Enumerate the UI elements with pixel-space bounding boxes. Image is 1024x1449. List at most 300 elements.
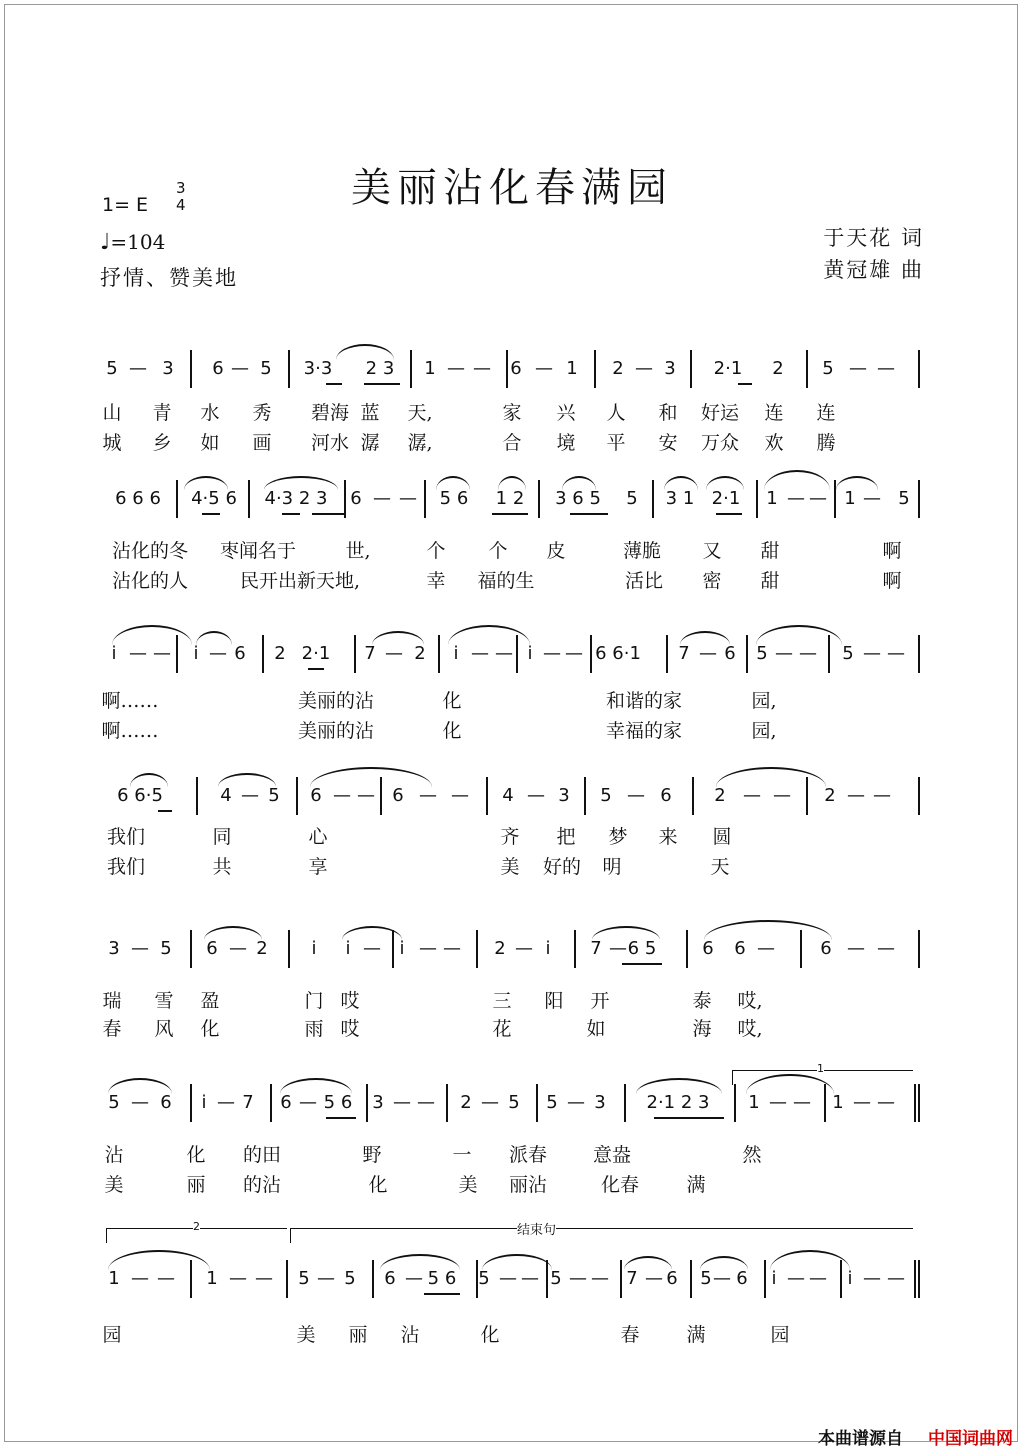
lyric-syllable: 海 [692,1018,712,1040]
barline [288,350,290,388]
eighth-note-underline [282,513,300,515]
note: 4·3 2 3 [264,488,328,509]
barline [286,1260,288,1298]
note: 2 [256,938,268,959]
note: 6 6·1 [595,643,641,664]
note: — [609,938,627,959]
barline [914,1084,916,1122]
lyric-syllable: 我们 [106,856,146,878]
lyric-syllable: 兴 [556,402,576,424]
lyric-syllable: 美 [104,1174,124,1196]
note: — [863,643,881,664]
eighth-note-underline [312,513,344,515]
lyric-syllable: 丽沾 [508,1174,548,1196]
note: 6 [820,938,832,959]
note: — [645,1268,663,1289]
lyric-syllable: 圆 [712,826,732,848]
note: — [357,785,375,806]
lyric-syllable: 天 [710,856,730,878]
note: 7 [590,938,602,959]
note: 2·1 [713,358,743,379]
lyric-syllable: 美 [458,1174,478,1196]
barline [538,480,540,518]
note: 6 [510,358,522,379]
barline [746,635,748,673]
note: — [743,785,761,806]
note: 5 [898,488,910,509]
lyric-syllable: 春 [102,1018,122,1040]
note: i [771,1268,777,1289]
eighth-note-underline [738,383,752,385]
note: — [229,1268,247,1289]
note: — [809,1268,827,1289]
lyric-syllable: 秀 [252,402,272,424]
note: 1 [108,1268,120,1289]
note: 5 6 [427,1268,457,1289]
barline [652,480,654,518]
barline [296,777,298,815]
time-signature [176,180,186,214]
note: — [773,785,791,806]
lyric-syllable: 个 [426,540,446,562]
note: 2 3 [365,358,395,379]
note: — [451,785,469,806]
note: 6 [724,643,736,664]
note: — [515,938,533,959]
note: i [345,938,351,959]
note: 2·1 [711,488,741,509]
lyric-syllable: 好运 [700,402,740,424]
note: 5 [344,1268,356,1289]
note: — [209,643,227,664]
barline [918,930,920,968]
lyric-syllable: 又 [702,540,722,562]
barline [692,777,694,815]
note: 5 [106,358,118,379]
lyric-syllable: 和谐的家 [605,690,683,712]
note: 6 [736,1268,748,1289]
lyric-syllable: 皮 [546,540,566,562]
note: 5 [478,1268,490,1289]
lyric-syllable: 哎 [340,990,360,1012]
note: i [399,938,405,959]
note: 2 [772,358,784,379]
note: 6 6·5 [117,785,163,806]
note: 3 [558,785,570,806]
note: 2 [494,938,506,959]
expression-marking: 抒情、赞美地 [100,266,238,290]
lyric-syllable: 美丽的沾 [297,690,375,712]
lyric-syllable: 风 [154,1018,174,1040]
note: 1 [766,488,778,509]
lyric-syllable: 活比 [624,570,664,592]
lyric-syllable: 三 [492,990,512,1012]
note: 5 [700,1268,712,1289]
note: — [255,1268,273,1289]
barline [574,930,576,968]
coda-label: 结束句 [517,1219,556,1238]
note: 7 [626,1268,638,1289]
barline [918,1260,920,1298]
lyric-syllable: 明 [602,856,622,878]
note: — [877,1092,895,1113]
lyric-syllable: 阳 [544,990,564,1012]
lyricist-credit: 于天花 词 [823,226,924,250]
barline [354,635,356,673]
lyric-syllable: 同 [212,826,232,848]
note: — [873,785,891,806]
coda-bracket [290,1223,913,1243]
note: 2 [460,1092,472,1113]
barline [366,1084,368,1122]
lyric-syllable: 花 [492,1018,512,1040]
barline [506,350,508,388]
note: — [699,643,717,664]
note: 4·5 6 [191,488,237,509]
note: 3 [372,1092,384,1113]
lyric-syllable: 幸福的家 [605,720,683,742]
note: — [131,938,149,959]
lyric-syllable: 化 [442,690,462,712]
note: — [877,938,895,959]
note: — [471,643,489,664]
note: 5 [508,1092,520,1113]
lyric-syllable: 雨 [304,1018,324,1040]
note: 1 [424,358,436,379]
note: — [157,1268,175,1289]
lyric-syllable: 城 [102,432,122,454]
eighth-note-underline [492,513,528,515]
eighth-note-underline [158,810,172,812]
time-signature-top: 3 [176,179,186,197]
lyric-syllable: 春 [620,1324,640,1346]
note: 6 [666,1268,678,1289]
note: — [849,358,867,379]
note: 5 [108,1092,120,1113]
lyric-syllable: 潺 [360,432,380,454]
barline [918,777,920,815]
eighth-note-underline [570,513,608,515]
note: 6 [310,785,322,806]
note: — [385,643,403,664]
note: 5 [600,785,612,806]
lyric-syllable: 然 [742,1144,762,1166]
note: 5 [756,643,768,664]
note: 5 [160,938,172,959]
lyric-syllable: 一 [452,1144,472,1166]
lyric-syllable: 雪 [154,990,174,1012]
note: — [775,643,793,664]
lyric-syllable: 万众 [700,432,740,454]
note: 5 [298,1268,310,1289]
note: — [809,488,827,509]
note: 7 [678,643,690,664]
note: 2·1 [301,643,331,664]
lyric-syllable: 美 [500,856,520,878]
note: 2 [824,785,836,806]
note: i [453,643,459,664]
note: — [769,1092,787,1113]
note: 3 [664,358,676,379]
lyric-syllable: 画 [252,432,272,454]
note: 6 [280,1092,292,1113]
lyric-syllable: 园, [751,720,777,742]
barline [270,1084,272,1122]
lyric-syllable: 开 [590,990,610,1012]
volta-bracket-2 [106,1220,287,1243]
lyric-syllable: 化 [368,1174,388,1196]
lyric-syllable: 瑞 [102,990,122,1012]
note: 6 [206,938,218,959]
note: — [131,1092,149,1113]
note: — [757,938,775,959]
barline [190,350,192,388]
barline [666,635,668,673]
note: — [793,1092,811,1113]
note: 2 [274,643,286,664]
lyric-syllable: 盈 [200,990,220,1012]
lyric-syllable: 和 [658,402,678,424]
note: — [405,1268,423,1289]
barline [486,777,488,815]
lyric-syllable: 我们 [106,826,146,848]
lyric-syllable: 泰 [692,990,712,1012]
barline [690,350,692,388]
note: 5 [822,358,834,379]
barline [914,1260,916,1298]
lyric-syllable: 丽 [186,1174,206,1196]
note: — [787,1268,805,1289]
note: 6 [384,1268,396,1289]
note: i [527,643,533,664]
note: — [853,1092,871,1113]
note: 2 [612,358,624,379]
lyric-syllable: 园, [751,690,777,712]
lyric-syllable: 甜 [760,540,780,562]
lyric-syllable: 民开出新天地, [239,570,361,592]
footer-site-link[interactable]: 中国词曲网 [928,1429,1013,1449]
note: — [373,488,391,509]
note: 6 6 6 [115,488,161,509]
barline [190,1084,192,1122]
note: — [129,643,147,664]
lyric-syllable: 腾 [816,432,836,454]
note: — [569,1268,587,1289]
note: — [799,643,817,664]
lyric-syllable: 如 [200,432,220,454]
tempo-value: =104 [110,230,166,254]
barline [594,350,596,388]
lyric-syllable: 心 [308,826,328,848]
lyric-syllable: 河水 [310,432,350,454]
lyric-syllable: 哎 [340,1018,360,1040]
note: i [111,643,117,664]
lyric-syllable: 沾 [400,1324,420,1346]
barline [438,635,440,673]
note: i [201,1092,207,1113]
barline [620,1260,622,1298]
note: — [591,1268,609,1289]
lyric-syllable: 如 [586,1018,606,1040]
lyric-syllable: 哎, [737,1018,763,1040]
barline [624,1084,626,1122]
note: — [131,1268,149,1289]
note: 1 [832,1092,844,1113]
note: i [847,1268,853,1289]
lyric-syllable: 啊…… [101,720,159,742]
lyric-syllable: 野 [362,1144,382,1166]
note: 2 [414,643,426,664]
lyric-syllable: 沾化的人 [111,570,189,592]
lyric-syllable: 哎, [737,990,763,1012]
note: 5 [842,643,854,664]
barline [248,480,250,518]
barline [584,777,586,815]
eighth-note-underline [622,963,662,965]
note: 1 [748,1092,760,1113]
note: — [363,938,381,959]
lyric-syllable: 家 [502,402,522,424]
note: 1 [206,1268,218,1289]
lyric-syllable: 化 [186,1144,206,1166]
barline [446,1084,448,1122]
lyric-syllable: 派春 [508,1144,548,1166]
note: 2·1 2 3 [646,1092,710,1113]
note: — [419,938,437,959]
quarter-note-icon: ♩ [100,230,111,255]
lyric-syllable: 共 [212,856,232,878]
lyric-syllable: 甜 [760,570,780,592]
note: — [565,643,583,664]
barline [690,1260,692,1298]
note: — [495,643,513,664]
barline [344,480,346,518]
note: — [129,358,147,379]
eighth-note-underline [308,668,324,670]
eighth-note-underline [326,383,342,385]
lyric-syllable: 化 [442,720,462,742]
lyric-syllable: 乡 [152,432,172,454]
lyric-syllable: 人 [606,402,626,424]
note: 1 [566,358,578,379]
barline [476,930,478,968]
song-title: 美丽沾化春满园 [351,165,673,211]
barline [262,635,264,673]
barline [764,1260,766,1298]
note: — [535,358,553,379]
eighth-note-underline [202,513,220,515]
note: — [443,938,461,959]
note: 6 [160,1092,172,1113]
lyric-syllable: 沾化的冬 [111,540,189,562]
lyric-syllable: 枣闻名于 [219,540,297,562]
lyric-syllable: 把 [556,826,576,848]
note: — [713,1268,731,1289]
note: — [241,785,259,806]
note: 4 [502,785,514,806]
eighth-note-underline [424,1293,460,1295]
lyric-syllable: 碧海 [310,402,350,424]
note: 5 [546,1092,558,1113]
note: — [887,643,905,664]
note: — [847,938,865,959]
note: — [527,785,545,806]
lyric-syllable: 山 [102,402,122,424]
barline [196,777,198,815]
eighth-note-underline [654,1117,724,1119]
barline [424,480,426,518]
note: 1 2 [495,488,525,509]
eighth-note-underline [364,383,400,385]
note: 7 [364,643,376,664]
lyric-syllable: 意盎 [592,1144,632,1166]
note: — [393,1092,411,1113]
lyric-syllable: 梦 [608,826,628,848]
note: — [847,785,865,806]
barline [918,635,920,673]
note: — [399,488,417,509]
lyric-syllable: 福的生 [477,570,535,592]
lyric-syllable: 园 [770,1324,790,1346]
lyric-syllable: 啊…… [101,690,159,712]
note: — [447,358,465,379]
time-signature-bottom: 4 [176,196,186,214]
footer-source-label: 本曲谱源自 [818,1429,903,1449]
lyric-syllable: 享 [308,856,328,878]
eighth-note-underline [716,513,742,515]
lyric-syllable: 个 [488,540,508,562]
lyric-syllable: 园 [102,1324,122,1346]
lyric-syllable: 门 [304,990,324,1012]
lyric-syllable: 美丽的沾 [297,720,375,742]
lyric-syllable: 蓝 [360,402,380,424]
lyric-syllable: 境 [556,432,576,454]
barline [190,930,192,968]
note: — [627,785,645,806]
lyric-syllable: 幸 [426,570,446,592]
note: — [567,1092,585,1113]
note: — [863,1268,881,1289]
note: — [877,358,895,379]
lyric-syllable: 连 [764,402,784,424]
barline [590,635,592,673]
note: 2 [714,785,726,806]
lyric-syllable: 满 [686,1174,706,1196]
note: — [299,1092,317,1113]
note: 4 [220,785,232,806]
lyric-syllable: 合 [502,432,522,454]
note: 5 6 [323,1092,353,1113]
lyric-syllable: 潺, [407,432,433,454]
note: 6 [702,938,714,959]
note: 1 [844,488,856,509]
note: — [231,358,249,379]
note: 3 6 5 [555,488,601,509]
lyric-syllable: 来 [658,826,678,848]
note: — [153,643,171,664]
note: — [217,1092,235,1113]
note: — [863,488,881,509]
barline [918,1084,920,1122]
note: 6 [392,785,404,806]
note: 6 5 [627,938,657,959]
lyric-syllable: 世, [345,540,371,562]
volta-2-label: 2 [193,1220,200,1233]
lyric-syllable: 的田 [242,1144,282,1166]
lyric-syllable: 化春 [600,1174,640,1196]
lyric-syllable: 丽 [348,1324,368,1346]
volta-1-label: 1 [817,1062,824,1075]
